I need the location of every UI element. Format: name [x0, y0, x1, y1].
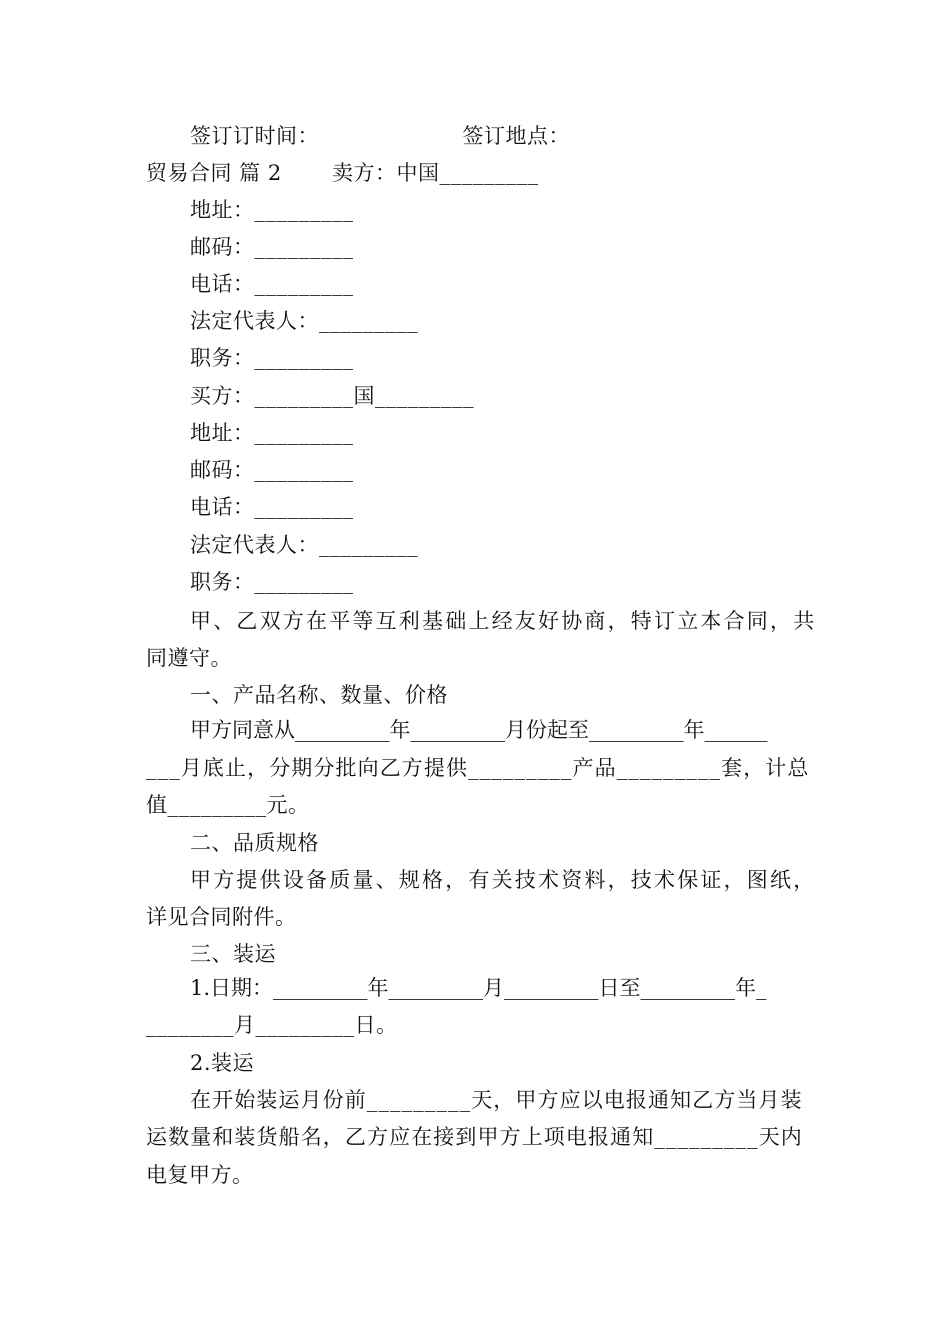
- seller-position-line: 职务：_________: [190, 346, 354, 370]
- shipment-paragraph-line-2: 运数量和装货船名，乙方应在接到甲方上项电报通知_________天内: [146, 1125, 803, 1149]
- section-1-paragraph-line-3: 值_________元。: [146, 793, 310, 817]
- preamble-paragraph-line-2: 同遵守。: [146, 646, 232, 670]
- section-2-paragraph-line-2: 详见合同附件。: [146, 905, 297, 929]
- seller-postcode-line: 邮码：_________: [190, 235, 354, 259]
- seller-legal-rep-line: 法定代表人：_________: [190, 309, 418, 333]
- buyer-legal-rep-line: 法定代表人：_________: [190, 533, 418, 557]
- buyer-line: 买方：_________国_________: [190, 384, 474, 408]
- shipment-date-line-1: 1.日期：_________年_________月_________日至_________年_: [190, 976, 767, 1000]
- seller-phone-line: 电话：_________: [190, 272, 354, 296]
- shipment-date-line-2: ________月_________日。: [146, 1013, 398, 1037]
- shipment-paragraph-line-1: 在开始装运月份前_________天，甲方应以电报通知乙方当月装: [190, 1088, 803, 1112]
- section-2-heading: 二、品质规格: [190, 831, 319, 855]
- buyer-position-line: 职务：_________: [190, 570, 354, 594]
- shipment-subheading: 2.装运: [190, 1051, 255, 1075]
- preamble-paragraph-line-1: 甲、乙双方在平等互利基础上经友好协商，特订立本合同，共: [190, 609, 817, 633]
- shipment-paragraph-line-3: 电复甲方。: [146, 1163, 254, 1187]
- buyer-postcode-line: 邮码：_________: [190, 458, 354, 482]
- section-2-paragraph-line-1: 甲方提供设备质量、规格，有关技术资料，技术保证，图纸，: [190, 868, 817, 892]
- contract-heading-seller-line: 贸易合同 篇 2 卖方：中国_________: [146, 161, 539, 185]
- section-1-paragraph-line-2: ___月底止，分期分批向乙方提供_________产品_________套，计总: [146, 756, 810, 780]
- section-1-paragraph-line-1: 甲方同意从_________年_________月份起至_________年______: [190, 718, 768, 742]
- buyer-phone-line: 电话：_________: [190, 495, 354, 519]
- seller-address-line: 地址：_________: [190, 198, 354, 222]
- section-1-heading: 一、产品名称、数量、价格: [190, 683, 448, 707]
- buyer-address-line: 地址：_________: [190, 421, 354, 445]
- signing-time-place-line: 签订订时间： 签订地点：: [190, 124, 571, 148]
- section-3-heading: 三、装运: [190, 942, 276, 966]
